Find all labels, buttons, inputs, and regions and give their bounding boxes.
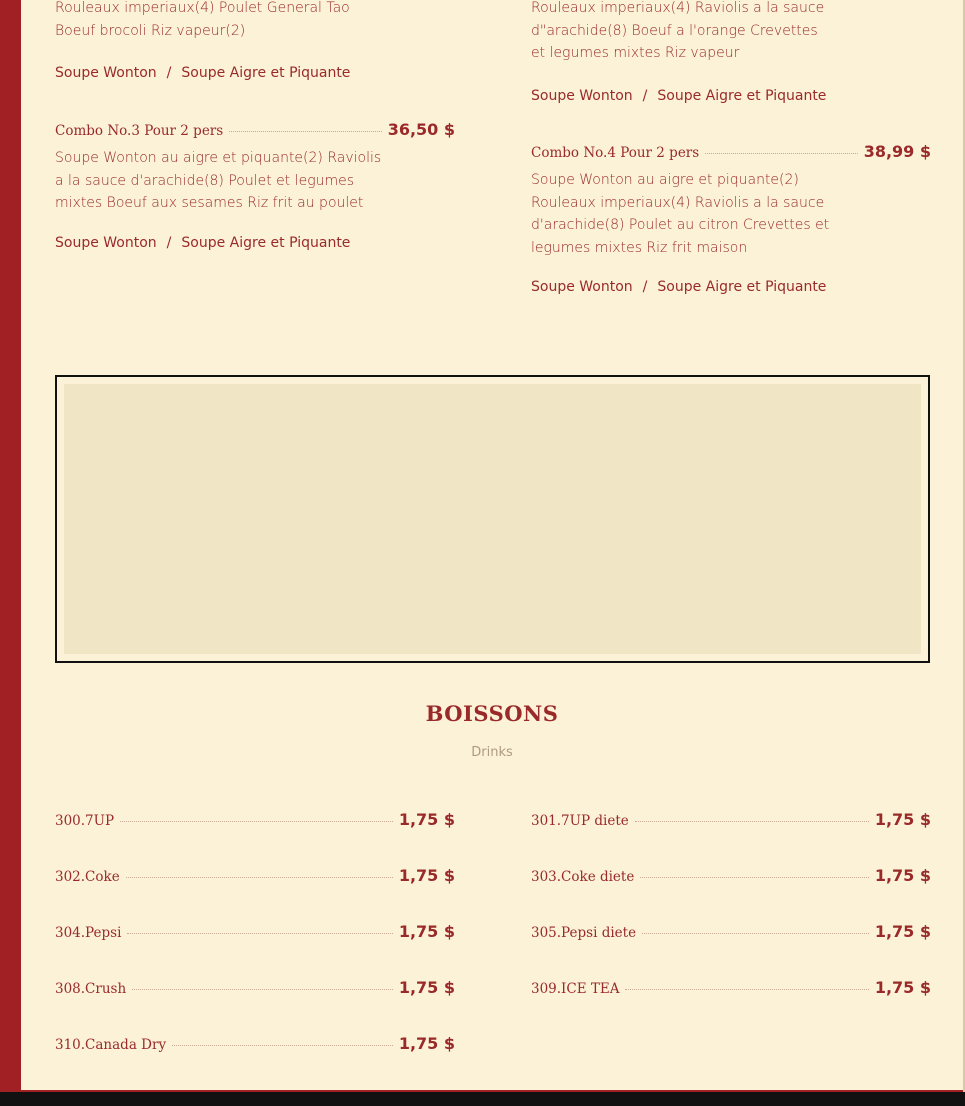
drink-item[interactable] xyxy=(55,810,455,829)
combo-4-description: Soupe Wonton au aigre et piquante(2) Rouleaux imperiaux(4) Raviolis a la sauce d'arachide(8) Poulet au citron Crevettes et legumes mixtes Riz frit maison xyxy=(531,172,830,256)
leader-dots xyxy=(120,821,393,822)
drink-price: 1,75 $ xyxy=(874,810,931,829)
leader-dots xyxy=(635,821,869,822)
drink-price: 1,75 $ xyxy=(874,866,931,885)
section-title-boissons: BOISSONS xyxy=(425,701,559,726)
drink-name: 308.Crush xyxy=(55,981,127,997)
leader-dots xyxy=(127,933,392,934)
drink-price: 1,75 $ xyxy=(874,978,931,997)
drink-price: 1,75 $ xyxy=(398,810,455,829)
combo-2-continued xyxy=(55,0,455,42)
leader-dots xyxy=(229,131,381,132)
soup-options xyxy=(531,278,931,296)
soup-separator: / xyxy=(166,65,172,81)
drink-price: 1,75 $ xyxy=(398,922,455,941)
drink-name: 300.7UP xyxy=(55,813,115,829)
soup-options xyxy=(531,87,931,105)
leader-dots xyxy=(132,989,393,990)
combo-3-price: 36,50 $ xyxy=(387,120,455,139)
soup-separator: / xyxy=(642,279,648,295)
soup-option-wonton[interactable]: Soupe Wonton xyxy=(55,234,157,251)
soup-option-aigre-piquante[interactable]: Soupe Aigre et Piquante xyxy=(657,279,827,295)
soup-option-wonton[interactable]: Soupe Wonton xyxy=(531,88,633,104)
drink-item[interactable] xyxy=(55,866,455,885)
combo-4-header xyxy=(531,142,931,161)
drink-item[interactable] xyxy=(531,866,931,885)
drink-item[interactable] xyxy=(531,978,931,997)
combo-1-continued xyxy=(531,0,931,65)
drink-price: 1,75 $ xyxy=(398,1034,455,1053)
combo-3[interactable] xyxy=(55,120,455,252)
drink-item[interactable] xyxy=(55,922,455,941)
soup-option-wonton[interactable]: Soupe Wonton xyxy=(531,279,633,295)
soup-option-aigre-piquante[interactable]: Soupe Aigre et Piquante xyxy=(181,65,351,81)
drink-price: 1,75 $ xyxy=(398,866,455,885)
leader-dots xyxy=(640,877,868,878)
drink-name: 303.Coke diete xyxy=(531,869,635,885)
combo-description: Rouleaux imperiaux(4) Raviolis a la sauce d"arachide(8) Boeuf a l'orange Crevettes et legumes mixtes Riz vapeur xyxy=(531,0,825,61)
drink-price: 1,75 $ xyxy=(874,922,931,941)
soup-option-aigre-piquante[interactable]: Soupe Aigre et Piquante xyxy=(181,234,351,251)
drink-name: 305.Pepsi diete xyxy=(531,925,637,941)
drink-name: 302.Coke xyxy=(55,869,120,885)
combo-1-soup-choice xyxy=(531,87,931,105)
combo-description: Rouleaux imperiaux(4) Poulet General Tao Boeuf brocoli Riz vapeur(2) xyxy=(55,0,350,39)
leader-dots xyxy=(642,933,869,934)
combo-4-price: 38,99 $ xyxy=(863,142,931,161)
drink-item[interactable] xyxy=(531,810,931,829)
soup-option-wonton[interactable]: Soupe Wonton xyxy=(55,65,157,81)
leader-dots xyxy=(625,989,868,990)
combo-3-header xyxy=(55,120,455,139)
drink-item[interactable] xyxy=(55,1034,455,1053)
soup-options xyxy=(55,64,455,82)
leader-dots xyxy=(172,1045,393,1046)
drink-name: 301.7UP diete xyxy=(531,813,629,829)
drink-name: 304.Pepsi xyxy=(55,925,122,941)
drink-price: 1,75 $ xyxy=(398,978,455,997)
combo-3-description: Soupe Wonton au aigre et piquante(2) Raviolis a la sauce d'arachide(8) Poulet et legumes mixtes Boeuf aux sesames Riz frit au poulet xyxy=(55,150,382,211)
drink-item[interactable] xyxy=(55,978,455,997)
section-subtitle-drinks: Drinks xyxy=(471,745,513,760)
soup-option-aigre-piquante[interactable]: Soupe Aigre et Piquante xyxy=(657,88,827,104)
combo-4[interactable] xyxy=(531,142,931,296)
combo-3-name: Combo No.3 Pour 2 pers xyxy=(55,123,224,139)
soup-separator: / xyxy=(166,234,172,251)
drink-name: 309.ICE TEA xyxy=(531,981,620,997)
soup-separator: / xyxy=(642,88,648,104)
combo-2-soup-choice xyxy=(55,64,455,82)
combo-4-name: Combo No.4 Pour 2 pers xyxy=(531,145,700,161)
leader-dots xyxy=(126,877,393,878)
leader-dots xyxy=(705,153,857,154)
drink-item[interactable] xyxy=(531,922,931,941)
drink-name: 310.Canada Dry xyxy=(55,1037,167,1053)
image-banner-frame xyxy=(55,375,930,663)
soup-options xyxy=(55,234,455,252)
image-placeholder xyxy=(64,384,921,654)
